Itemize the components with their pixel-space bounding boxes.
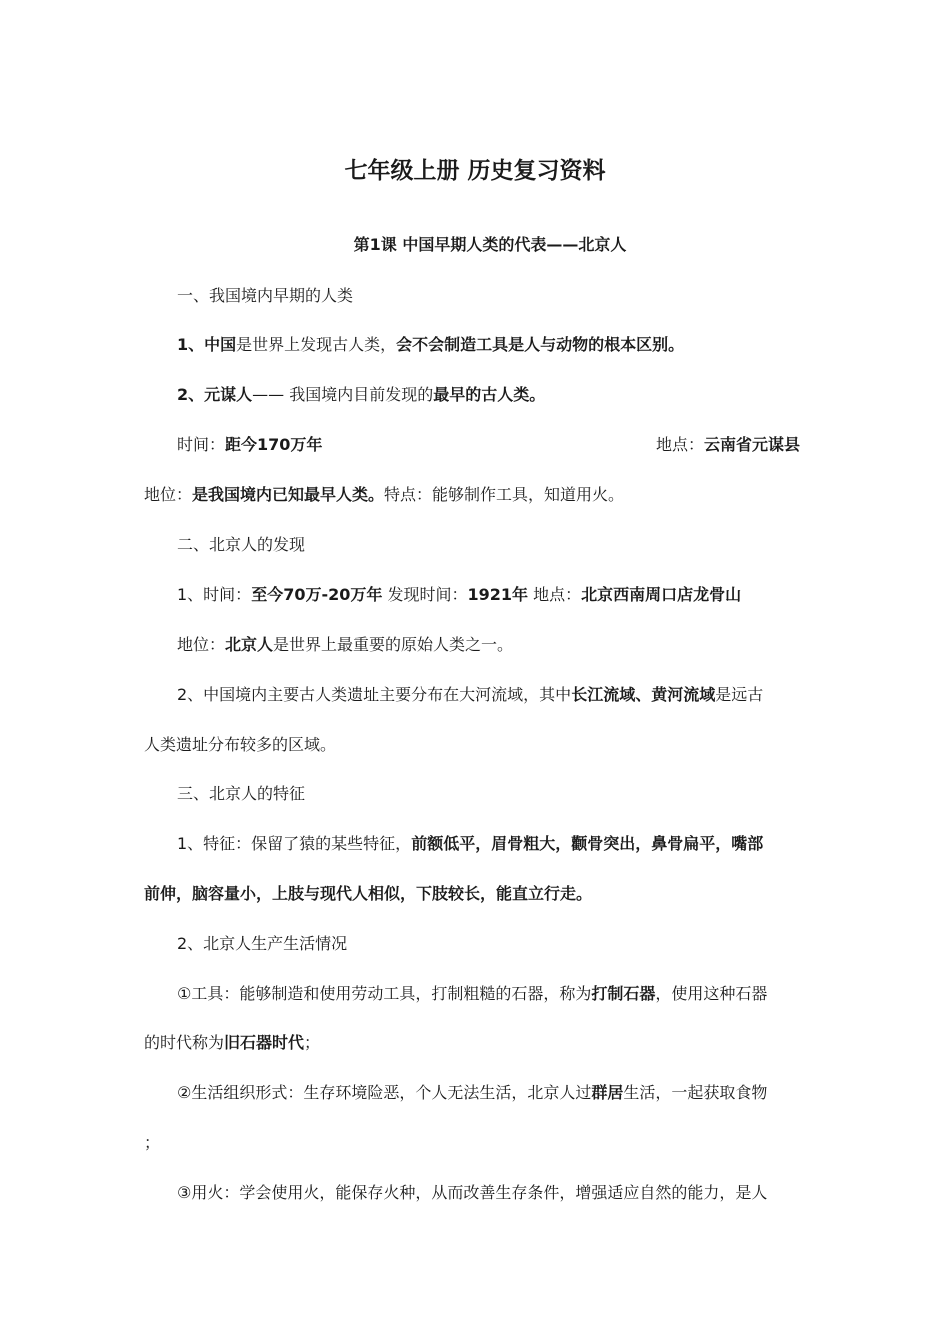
- place-line: 地点：云南省元谋县: [656, 435, 801, 454]
- paragraph-continuation: ；: [144, 1133, 161, 1152]
- time-line: 时间：距今170万年: [177, 435, 323, 454]
- section-heading-1: 一、我国境内早期的人类: [177, 286, 354, 305]
- paragraph: 2、中国境内主要古人类遗址主要分布在大河流域，其中长江流域、黄河流域是远古: [177, 685, 764, 704]
- paragraph-continuation: 人类遗址分布较多的区域。: [144, 735, 337, 754]
- lesson-title: 第1课 中国早期人类的代表——北京人: [353, 235, 627, 254]
- paragraph: 1、中国是世界上发现古人类，会不会制造工具是人与动物的根本区别。: [177, 335, 685, 354]
- paragraph: ③用火：学会使用火，能保存火种，从而改善生存条件，增强适应自然的能力，是人: [177, 1183, 768, 1202]
- section-heading-2: 二、北京人的发现: [177, 535, 306, 554]
- paragraph-continuation: 前伸，脑容量小，上肢与现代人相似，下肢较长，能直立行走。: [144, 884, 593, 903]
- status-line: 地位：是我国境内已知最早人类。特点：能够制作工具，知道用火。: [144, 485, 625, 504]
- paragraph: ②生活组织形式：生存环境险恶，个人无法生活，北京人过群居生活，一起获取食物: [177, 1083, 768, 1102]
- paragraph: 1、时间：至今70万-20万年 发现时间：1921年 地点：北京西南周口店龙骨山: [177, 585, 742, 604]
- paragraph: 地位：北京人是世界上最重要的原始人类之一。: [177, 635, 514, 654]
- paragraph: 1、特征：保留了猿的某些特征，前额低平，眉骨粗大，颧骨突出，鼻骨扁平，嘴部: [177, 834, 764, 853]
- paragraph: 2、北京人生产生活情况: [177, 934, 348, 953]
- paragraph: 2、元谋人—— 我国境内目前发现的最早的古人类。: [177, 385, 546, 404]
- paragraph: ①工具：能够制造和使用劳动工具，打制粗糙的石器，称为打制石器，使用这种石器: [177, 984, 768, 1003]
- page-title: 七年级上册 历史复习资料: [344, 158, 606, 184]
- section-heading-3: 三、北京人的特征: [177, 784, 306, 803]
- paragraph-continuation: 的时代称为旧石器时代；: [144, 1033, 321, 1052]
